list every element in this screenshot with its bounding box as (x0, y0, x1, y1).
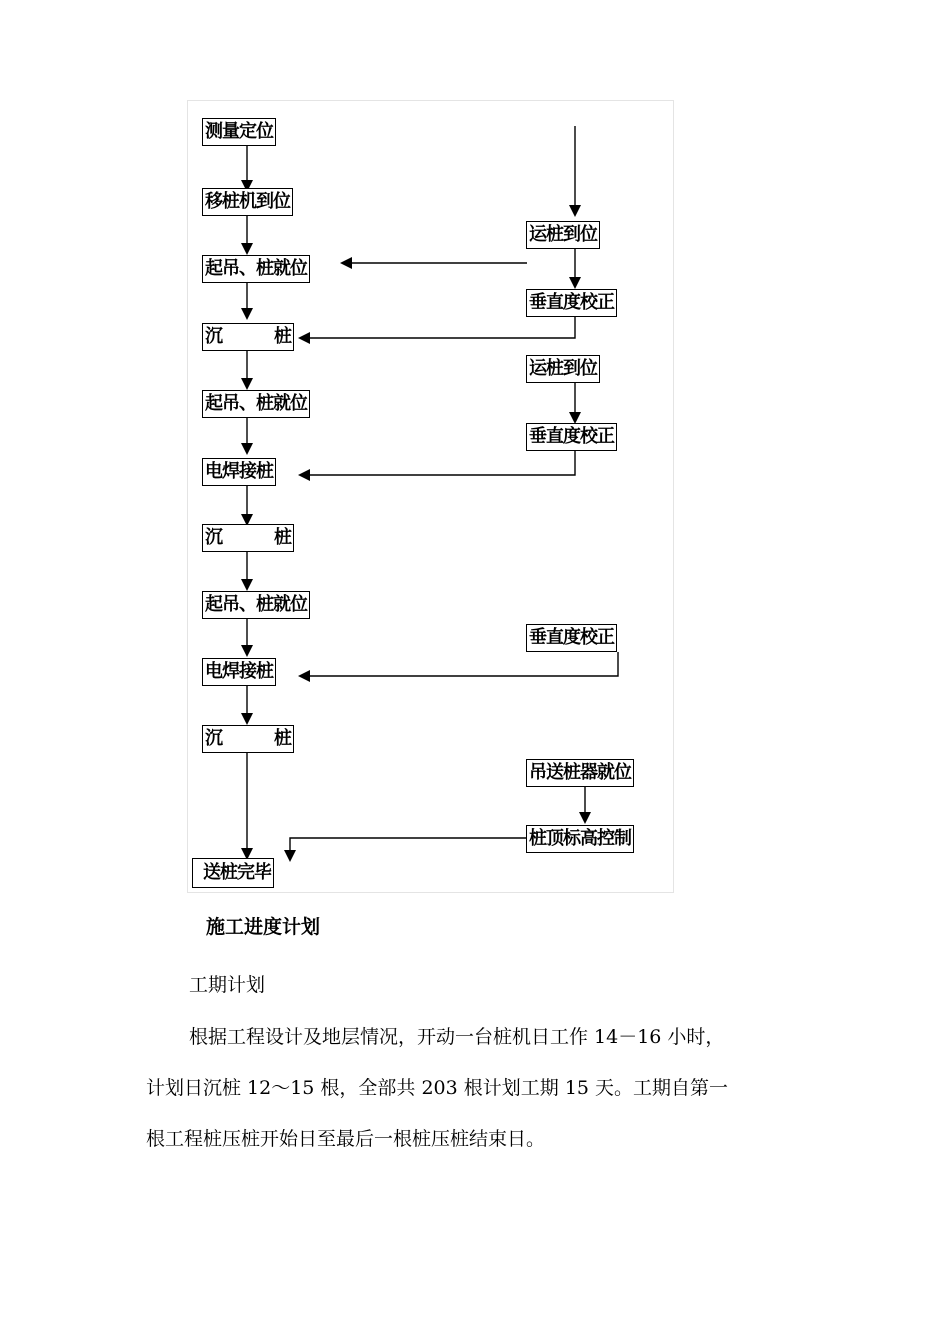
box-sink-1 (202, 323, 294, 351)
box-sink-1-a: 沉 (205, 326, 222, 347)
paragraph-line-1: 根据工程设计及地层情况，开动一台桩机日工作 14－16 小时， (189, 1026, 725, 1048)
box-measure: 测量定位 (202, 118, 276, 146)
box-lift-3: 起吊、桩就位 (202, 591, 310, 619)
paragraph-line-2: 计划日沉桩 12～15 根，全部共 203 根计划工期 15 天。工期自第一 (146, 1077, 729, 1099)
box-finish: 送桩完毕 (192, 858, 274, 888)
box-sink-3-b: 桩 (274, 728, 291, 749)
subheading: 工期计划 (189, 974, 266, 996)
box-lift-1: 起吊、桩就位 (202, 255, 310, 283)
box-weld-1: 电焊接桩 (202, 458, 276, 486)
section-heading: 施工进度计划 (206, 916, 321, 938)
box-sink-2 (202, 524, 294, 552)
box-top-elevation: 桩顶标高控制 (526, 825, 634, 853)
box-vertical-2: 垂直度校正 (526, 423, 617, 451)
paragraph-line-3: 根工程桩压桩开始日至最后一根桩压桩结束日。 (146, 1128, 546, 1150)
box-sink-1-b: 桩 (274, 326, 291, 347)
box-vertical-3: 垂直度校正 (526, 624, 617, 652)
box-sink-3-a: 沉 (205, 728, 222, 749)
box-move-machine: 移桩机到位 (202, 188, 293, 216)
box-lift-sender: 吊送桩器就位 (526, 759, 634, 787)
box-lift-2: 起吊、桩就位 (202, 390, 310, 418)
box-sink-2-a: 沉 (205, 527, 222, 548)
box-weld-2: 电焊接桩 (202, 658, 276, 686)
box-sink-2-b: 桩 (274, 527, 291, 548)
box-transport-1: 运桩到位 (526, 221, 600, 249)
box-transport-2: 运桩到位 (526, 355, 600, 383)
box-sink-3 (202, 725, 294, 753)
box-vertical-1: 垂直度校正 (526, 289, 617, 317)
